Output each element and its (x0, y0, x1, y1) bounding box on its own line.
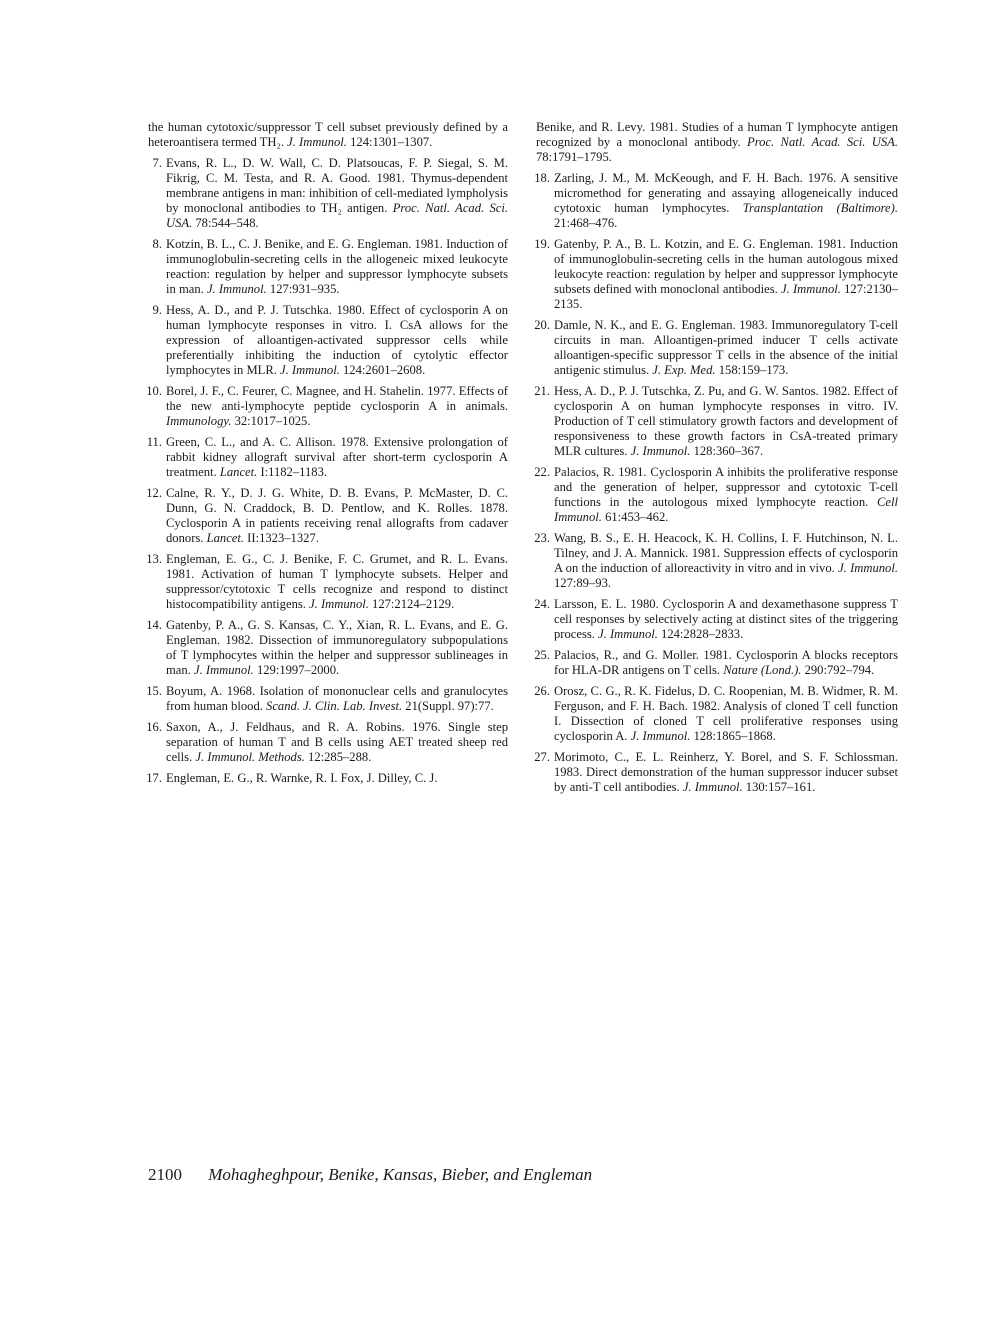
reference-number: 9. (152, 303, 162, 317)
reference-entry (148, 720, 508, 765)
reference-number: 7. (152, 156, 162, 170)
reference-journal: Cell Immunol. (554, 495, 898, 524)
page-footer (148, 1164, 592, 1186)
reference-text: Zarling, J. M., M. McKeough, and F. H. Bach. 1976. A sensitive micromethod for generating and assaying allogeneically induced cytotoxic human lymphocytes. (554, 171, 898, 215)
reference-journal: Scand. J. Clin. Lab. Invest. (266, 699, 403, 713)
reference-number: 17. (146, 771, 162, 785)
reference-journal: J. Immunol. (309, 597, 369, 611)
reference-journal: J. Immunol. Methods. (195, 750, 305, 764)
reference-journal: J. Immunol. (287, 135, 347, 149)
reference-text: Gatenby, P. A., G. S. Kansas, C. Y., Xian, R. L. Evans, and E. G. Engleman. 1982. Dissection of immunoregulatory subpopulations of T lymphocytes within the helper and suppressor sublineages in man. (166, 618, 508, 677)
reference-volume-pages: 127:2124–2129. (368, 597, 455, 611)
reference-number: 14. (146, 618, 162, 632)
reference-entry (536, 684, 898, 744)
reference-entry (148, 303, 508, 378)
reference-volume-pages: 61:453–462. (601, 510, 669, 524)
reference-entry (148, 156, 508, 231)
reference-number: 22. (534, 465, 550, 479)
reference-text: Gatenby, P. A., B. L. Kotzin, and E. G. Engleman. 1981. Induction of immunoglobulin-secreting cells in the human autologous mixed leukocyte reaction: regulation by helper and suppressor lymphocyte subsets defined with monoclonal antibodies. (554, 237, 898, 296)
reference-entry (536, 597, 898, 642)
reference-journal: J. Immunol. (781, 282, 841, 296)
reference-number: 15. (146, 684, 162, 698)
reference-journal: J. Immunol. (838, 561, 899, 575)
reference-volume-pages: II:1323–1327. (244, 531, 319, 545)
reference-text: Morimoto, C., E. L. Reinherz, Y. Borel, and S. F. Schlossman. 1983. Direct demonstration of the human suppressor inducer subset by anti-T cell antibodies. (554, 750, 898, 794)
reference-text: Boyum, A. 1968. Isolation of mononuclear cells and granulocytes from human blood. (166, 684, 508, 713)
reference-journal: J. Immunol. (280, 363, 340, 377)
reference-entry (536, 531, 898, 591)
reference-volume-pages: 158:159–173. (715, 363, 789, 377)
reference-volume-pages: 21(Suppl. 97):77. (402, 699, 494, 713)
reference-entry (148, 120, 508, 150)
reference-number: 21. (534, 384, 550, 398)
reference-volume-pages: 130:157–161. (742, 780, 816, 794)
reference-number: 11. (146, 435, 162, 449)
reference-volume-pages: 127:89–93. (554, 576, 612, 590)
reference-number: 20. (534, 318, 550, 332)
reference-column-right (536, 120, 898, 801)
reference-volume-pages: 129:1997–2000. (253, 663, 340, 677)
reference-number: 24. (534, 597, 550, 611)
reference-text: Hess, A. D., and P. J. Tutschka. 1980. Effect of cyclosporin A on human lymphocyte responses in vitro. I. CsA allows for the expression of alloantigen-activated suppressor cells while preferentially inhibiting the induction of cytolytic effector lymphocytes in MLR. (166, 303, 508, 377)
reference-number: 12. (146, 486, 162, 500)
reference-text: Hess, A. D., P. J. Tutschka, Z. Pu, and G. W. Santos. 1982. Effect of cyclosporin A on human lymphocyte responses in vitro. IV. Production of T cell stimulatory growth factors and development of responsiveness to these growth factors in CsA-treated primary MLR cultures. (554, 384, 898, 458)
reference-entry (148, 237, 508, 297)
reference-entry (148, 384, 508, 429)
reference-number: 16. (146, 720, 162, 734)
reference-entry (148, 771, 508, 786)
reference-entry (536, 318, 898, 378)
reference-volume-pages: 78:544–548. (192, 216, 259, 230)
reference-entry (148, 486, 508, 546)
reference-journal: J. Immunol. (193, 663, 254, 677)
reference-volume-pages: 128:1865–1868. (690, 729, 776, 743)
reference-text: Kotzin, B. L., C. J. Benike, and E. G. Engleman. 1981. Induction of immunoglobulin-secreting cells in the allogeneic mixed leukocyte reaction: regulation by helper and suppressor lymphocyte subsets in man. (166, 237, 508, 296)
reference-entry (148, 435, 508, 480)
reference-volume-pages: 21:468–476. (554, 216, 618, 230)
reference-entry (536, 237, 898, 312)
reference-entry (536, 120, 898, 165)
reference-journal: J. Immunol. (206, 282, 267, 296)
reference-journal: Nature (Lond.). (723, 663, 802, 677)
reference-journal: J. Immunol. (598, 627, 658, 641)
reference-text: Evans, R. L., D. W. Wall, C. D. Platsoucas, F. P. Siegal, S. M. Fikrig, C. M. Testa, and R. A. Good. 1981. Thymus-dependent membrane antigens in man: inhibition of cell-mediated lympholysis by monoclonal antibodies to TH₂ antigen. (166, 156, 508, 215)
reference-volume-pages: 32:1017–1025. (231, 414, 311, 428)
reference-entry (536, 648, 898, 678)
reference-text: Palacios, R., and G. Moller. 1981. Cyclosporin A blocks receptors for HLA-DR antigens on T cells. (554, 648, 898, 677)
reference-volume-pages: 290:792–794. (801, 663, 875, 677)
reference-text: Palacios, R. 1981. Cyclosporin A inhibits the proliferative response and the generation of helper, suppressor and cytotoxic T-cell functions in the autologous mixed lymphocyte reaction. (554, 465, 898, 509)
reference-number: 23. (534, 531, 550, 545)
reference-entry (148, 618, 508, 678)
reference-text: Damle, N. K., and E. G. Engleman. 1983. Immunoregulatory T-cell circuits in man. Alloantigen-primed inducer T cells activate alloantigen-specific suppressor T cells in the absence of the initial antigenic stimulus. (554, 318, 898, 377)
reference-number: 13. (146, 552, 162, 566)
reference-journal: J. Exp. Med. (652, 363, 716, 377)
reference-number: 27. (534, 750, 550, 764)
reference-volume-pages: I:1182–1183. (257, 465, 328, 479)
reference-text: Saxon, A., J. Feldhaus, and R. A. Robins. 1976. Single step separation of human T and B cells using AET treated sheep red cells. (166, 720, 508, 764)
reference-text: Green, C. L., and A. C. Allison. 1978. Extensive prolongation of rabbit kidney allograft survival after short-term cyclosporin A treatment. (166, 435, 508, 479)
reference-journal: Transplantation (Baltimore). (742, 201, 898, 215)
reference-text: Calne, R. Y., D. J. G. White, D. B. Evans, P. McMaster, D. C. Dunn, G. N. Craddock, B. D. Pentlow, and K. Rolles. 1878. Cyclosporin A in patients receiving renal allografts from cadaver donors. (166, 486, 508, 545)
reference-volume-pages: 124:1301–1307. (346, 135, 433, 149)
page-number: 2100 (148, 1165, 182, 1184)
reference-number: 18. (534, 171, 550, 185)
reference-journal: J. Immunol. (630, 444, 691, 458)
reference-text: Wang, B. S., E. H. Heacock, K. H. Collins, I. F. Hutchinson, N. L. Tilney, and J. A. Mannick. 1981. Suppression effects of cyclosporin A on the induction of alloreactivity in vitro and in vivo. (554, 531, 898, 575)
reference-journal: Lancet. (219, 465, 258, 479)
reference-journal: Proc. Natl. Acad. Sci. USA. (166, 201, 508, 230)
reference-journal: Lancet. (206, 531, 245, 545)
reference-entry (148, 552, 508, 612)
reference-journal: Proc. Natl. Acad. Sci. USA. (747, 135, 898, 149)
reference-volume-pages: 78:1791–1795. (536, 150, 612, 164)
reference-text: Engleman, E. G., R. Warnke, R. I. Fox, J. Dilley, C. J. (166, 771, 438, 785)
reference-entry (536, 384, 898, 459)
reference-number: 8. (152, 237, 162, 251)
reference-column-left (148, 120, 508, 792)
reference-text: Benike, and R. Levy. 1981. Studies of a human T lymphocyte antigen recognized by a monoclonal antibody. (536, 120, 898, 149)
reference-number: 25. (534, 648, 550, 662)
reference-text: Borel, J. F., C. Feurer, C. Magnee, and H. Stahelin. 1977. Effects of the new anti-lymphocyte peptide cyclosporin A in animals. (166, 384, 508, 413)
reference-entry (536, 171, 898, 231)
reference-journal: J. Immunol. (630, 729, 691, 743)
running-authors: Mohagheghpour, Benike, Kansas, Bieber, and Engleman (208, 1165, 593, 1184)
reference-text: Orosz, C. G., R. K. Fidelus, D. C. Roopenian, M. B. Widmer, R. M. Ferguson, and F. H. Bach. 1982. Analysis of cloned T cell function I. Dissection of cloned T cell proliferative responses using cyclosporin A. (554, 684, 898, 743)
reference-entry (536, 465, 898, 525)
reference-number: 10. (146, 384, 162, 398)
reference-journal: Immunology. (166, 414, 232, 428)
reference-journal: J. Immunol. (682, 780, 743, 794)
reference-volume-pages: 127:931–935. (266, 282, 340, 296)
reference-entry (148, 684, 508, 714)
reference-entry (536, 750, 898, 795)
reference-volume-pages: 128:360–367. (690, 444, 764, 458)
reference-volume-pages: 127:2130–2135. (554, 282, 899, 311)
reference-volume-pages: 124:2601–2608. (339, 363, 426, 377)
reference-number: 26. (534, 684, 550, 698)
reference-text: the human cytotoxic/suppressor T cell subset previously defined by a heteroantisera termed TH₂. (148, 120, 508, 149)
reference-text: Larsson, E. L. 1980. Cyclosporin A and dexamethasone suppress T cell responses by selectively acting at distinct sites of the triggering process. (554, 597, 898, 641)
reference-volume-pages: 12:285–288. (304, 750, 372, 764)
reference-text: Engleman, E. G., C. J. Benike, F. C. Grumet, and R. L. Evans. 1981. Activation of human T lymphocyte subsets. Helper and suppressor/cytotoxic T cells recognize and respond to distinct histocompatibility antigens. (166, 552, 508, 611)
reference-volume-pages: 124:2828–2833. (657, 627, 744, 641)
reference-number: 19. (534, 237, 550, 251)
